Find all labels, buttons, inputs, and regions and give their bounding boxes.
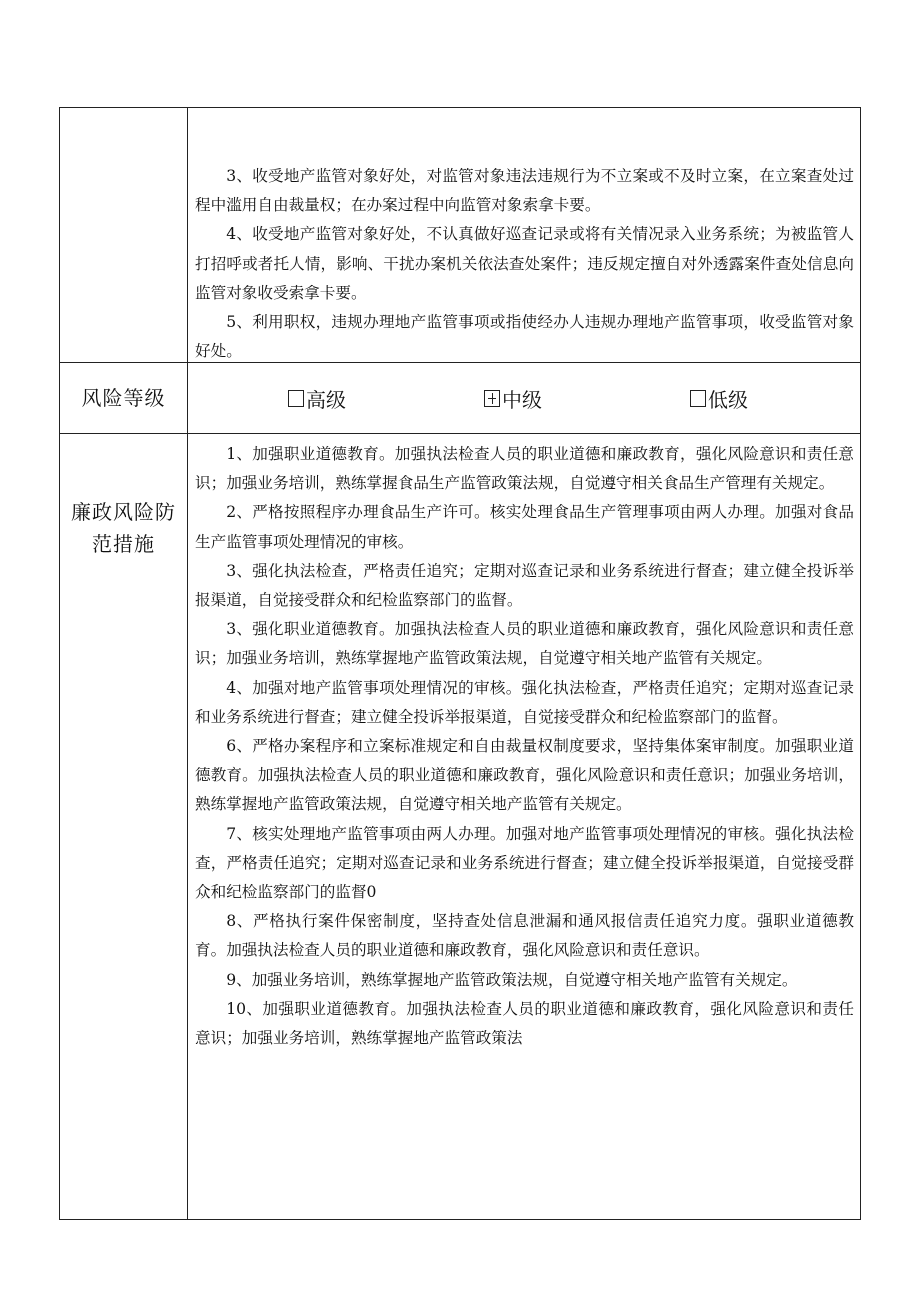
- prevention-measures-row: [60, 434, 860, 1219]
- risk-level-label: 风险等级: [60, 363, 188, 433]
- measure-paragraph: 10、加强职业道德教育。加强执法检查人员的职业道德和廉政教育，强化风险意识和责任意识；加强业务培训，熟练掌握地产监管政策法: [195, 999, 854, 1048]
- prevention-measures-label: 廉政风险防范措施: [60, 434, 188, 1219]
- risk-point-paragraph: 3、收受地产监管对象好处，对监管对象违法违规行为不立案或不及时立案，在立案查处过程中滥用自由裁量权；在办案过程中向监管对象索拿卡要。: [195, 167, 854, 215]
- risk-level-row: [60, 363, 860, 434]
- measure-paragraph: 3、强化执法检查，严格责任追究；定期对巡查记录和业务系统进行督查；建立健全投诉举报渠道，自觉接受群众和纪检监察部门的监督。: [195, 561, 854, 610]
- risk-level-option-label: 中级: [502, 388, 542, 412]
- checkbox-icon[interactable]: [690, 390, 706, 407]
- measure-paragraph: 3、强化职业道德教育。加强执法检查人员的职业道德和廉政教育，强化风险意识和责任意识；加强业务培训，熟练掌握地产监管政策法规，自觉遵守相关地产监管有关规定。: [195, 620, 854, 668]
- measure-paragraph: 4、加强对地产监管事项处理情况的审核。强化执法检查，严格责任追究；定期对巡查记录和业务系统进行督查；建立健全投诉举报渠道，自觉接受群众和纪检监察部门的监督。: [195, 678, 854, 726]
- risk-points-content: [188, 108, 860, 362]
- risk-level-option-label: 低级: [708, 388, 748, 412]
- measure-paragraph: 7、核实处理地产监管事项由两人办理。加强对地产监管事项处理情况的审核。强化执法检查，严格责任追究；定期对巡查记录和业务系统进行督查；建立健全投诉举报渠道，自觉接受群众和纪检监察部门的监督0: [195, 824, 854, 902]
- measure-paragraph: 8、严格执行案件保密制度，坚持查处信息泄漏和通风报信责任追究力度。强职业道德教育。加强执法检查人员的职业道德和廉政教育，强化风险意识和责任意识。: [195, 912, 854, 960]
- risk-table: [59, 107, 861, 1220]
- measure-paragraph: 9、加强业务培训，熟练掌握地产监管政策法规，自觉遵守相关地产监管有关规定。: [226, 970, 798, 989]
- risk-points-row: [60, 108, 860, 363]
- risk-level-option-label: 高级: [306, 388, 346, 412]
- measure-paragraph: 6、严格办案程序和立案标准规定和自由裁量权制度要求，坚持集体案审制度。加强职业道德教育。加强执法检查人员的职业道德和廉政教育，强化风险意识和责任意识；加强业务培训，熟练掌握地产监管政策法规，自觉遵守相关地产监管有关规定。: [195, 737, 854, 814]
- measure-paragraph: 1、加强职业道德教育。加强执法检查人员的职业道德和廉政教育，强化风险意识和责任意识；加强业务培训，熟练掌握食品生产监管政策法规，自觉遵守相关食品生产管理有关规定。: [195, 445, 854, 493]
- risk-points-label: [60, 108, 188, 362]
- checkbox-icon[interactable]: [288, 390, 304, 407]
- risk-level-option-high[interactable]: [288, 384, 346, 413]
- risk-level-option-medium[interactable]: [484, 384, 542, 413]
- prevention-measures-content: [188, 434, 860, 1219]
- risk-point-paragraph: 5、利用职权，违规办理地产监管事项或指使经办人违规办理地产监管事项，收受监管对象好处。: [195, 313, 854, 361]
- risk-level-options: [188, 363, 860, 433]
- measure-paragraph: 2、严格按照程序办理食品生产许可。核实处理食品生产管理事项由两人办理。加强对食品生产监管事项处理情况的审核。: [195, 503, 854, 551]
- checked-checkbox-icon[interactable]: [484, 390, 500, 407]
- risk-level-option-low[interactable]: [690, 384, 748, 413]
- risk-point-paragraph: 4、收受地产监管对象好处，不认真做好巡查记录或将有关情况录入业务系统；为被监管人打招呼或者托人情，影响、干扰办案机关依法查处案件；违反规定擅自对外透露案件查处信息向监管对象收受索拿卡要。: [195, 225, 854, 302]
